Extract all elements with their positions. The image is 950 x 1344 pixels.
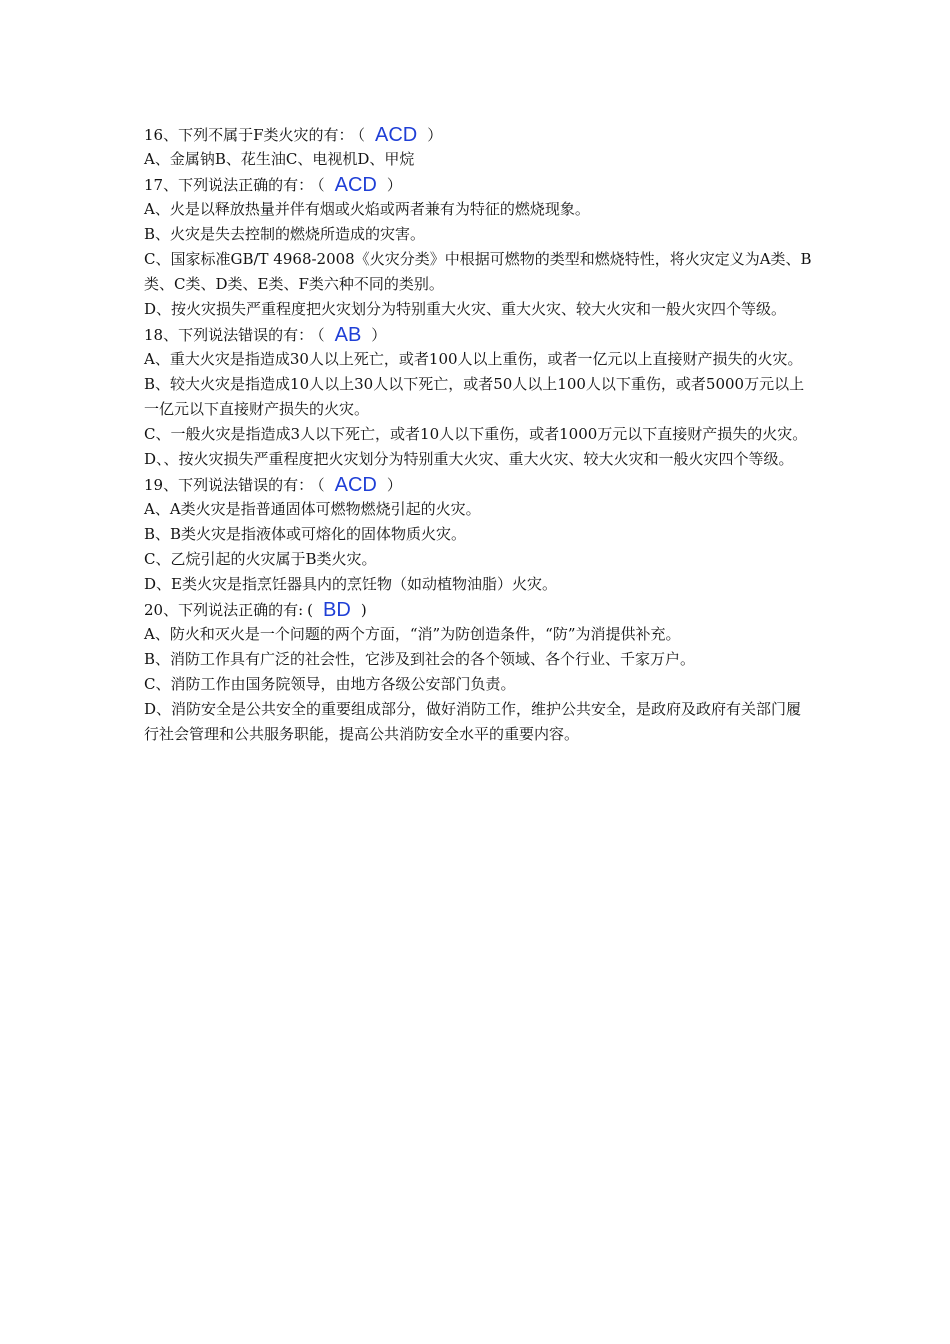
question-20-option-c: C、消防工作由国务院领导，由地方各级公安部门负责。 — [144, 675, 516, 693]
question-20-stem — [144, 597, 814, 622]
answer-close-paren: ） — [371, 326, 387, 344]
answer-text: ACD — [334, 174, 377, 196]
question-19-option-a: A、A类火灾是指普通固体可燃物燃烧引起的火灾。 — [144, 500, 481, 518]
answer-close-paren: ） — [386, 476, 402, 494]
answer-open-paren: （ — [317, 176, 325, 194]
answer-text: ACD — [334, 474, 377, 496]
question-17-option-b: B、火灾是失去控制的燃烧所造成的灾害。 — [144, 225, 426, 243]
question-20-option-b: B、消防工作具有广泛的社会性，它涉及到社会的各个领域、各个行业、千家万户。 — [144, 650, 696, 668]
document-page — [144, 122, 814, 747]
question-17-option-d: D、按火灾损失严重程度把火灾划分为特别重大火灾、重大火灾、较大火灾和一般火灾四个等级。 — [144, 300, 787, 318]
question-16-stem — [144, 122, 814, 147]
answer-open-paren: （ — [317, 476, 325, 494]
answer-close-paren: ） — [427, 126, 443, 144]
question-stem-text: 20、下列说法正确的有: — [144, 601, 304, 619]
answer-open-paren: ( — [307, 601, 314, 619]
question-19-option-b: B、B类火灾是指液体或可熔化的固体物质火灾。 — [144, 525, 467, 543]
question-18-option-c: C、一般火灾是指造成3人以下死亡，或者10人以下重伤，或者1000万元以下直接财产损失的火灾。 — [144, 425, 808, 443]
question-stem-text: 17、下列说法正确的有： — [144, 176, 314, 194]
question-20-option-d: D、消防安全是公共安全的重要组成部分，做好消防工作，维护公共安全，是政府及政府有关部门履行社会管理和公共服务职能，提高公共消防安全水平的重要内容。 — [144, 700, 802, 743]
answer-close-paren: ) — [360, 601, 367, 619]
question-stem-text: 19、下列说法错误的有： — [144, 476, 314, 494]
question-19-stem — [144, 472, 814, 497]
answer-close-paren: ） — [386, 176, 402, 194]
question-18-option-a: A、重大火灾是指造成30人以上死亡，或者100人以上重伤，或者一亿元以上直接财产损失的火灾。 — [144, 350, 803, 368]
question-stem-text: 18、下列说法错误的有： — [144, 326, 314, 344]
answer-text: ACD — [375, 124, 418, 146]
question-17-option-c: C、国家标准GB/T 4968-2008《火灾分类》中根据可燃物的类型和燃烧特性，将火灾定义为A类、B类、C类、D类、E类、F类六种不同的类别。 — [144, 250, 812, 293]
question-17-option-a: A、火是以释放热量并伴有烟或火焰或两者兼有为特征的燃烧现象。 — [144, 200, 590, 218]
answer-open-paren: （ — [357, 126, 366, 144]
question-18-option-b: B、较大火灾是指造成10人以上30人以下死亡，或者50人以上100人以下重伤，或者5000万元以上一亿元以下直接财产损失的火灾。 — [144, 375, 805, 418]
question-16-options: A、金属钠B、花生油C、电视机D、甲烷 — [144, 150, 415, 168]
answer-text: AB — [334, 324, 362, 346]
question-19-option-d: D、E类火灾是指烹饪器具内的烹饪物（如动植物油脂）火灾。 — [144, 575, 557, 593]
question-18-option-d: D、、按火灾损失严重程度把火灾划分为特别重大火灾、重大火灾、较大火灾和一般火灾四个等级。 — [144, 450, 794, 468]
answer-text: BD — [323, 599, 351, 621]
question-stem-text: 16、下列不属于F类火灾的有： — [144, 126, 354, 144]
question-19-option-c: C、乙烷引起的火灾属于B类火灾。 — [144, 550, 377, 568]
answer-open-paren: （ — [317, 326, 325, 344]
question-20-option-a: A、防火和灭火是一个问题的两个方面，“消”为防创造条件，“防”为消提供补充。 — [144, 625, 681, 643]
question-18-stem — [144, 322, 814, 347]
question-17-stem — [144, 172, 814, 197]
